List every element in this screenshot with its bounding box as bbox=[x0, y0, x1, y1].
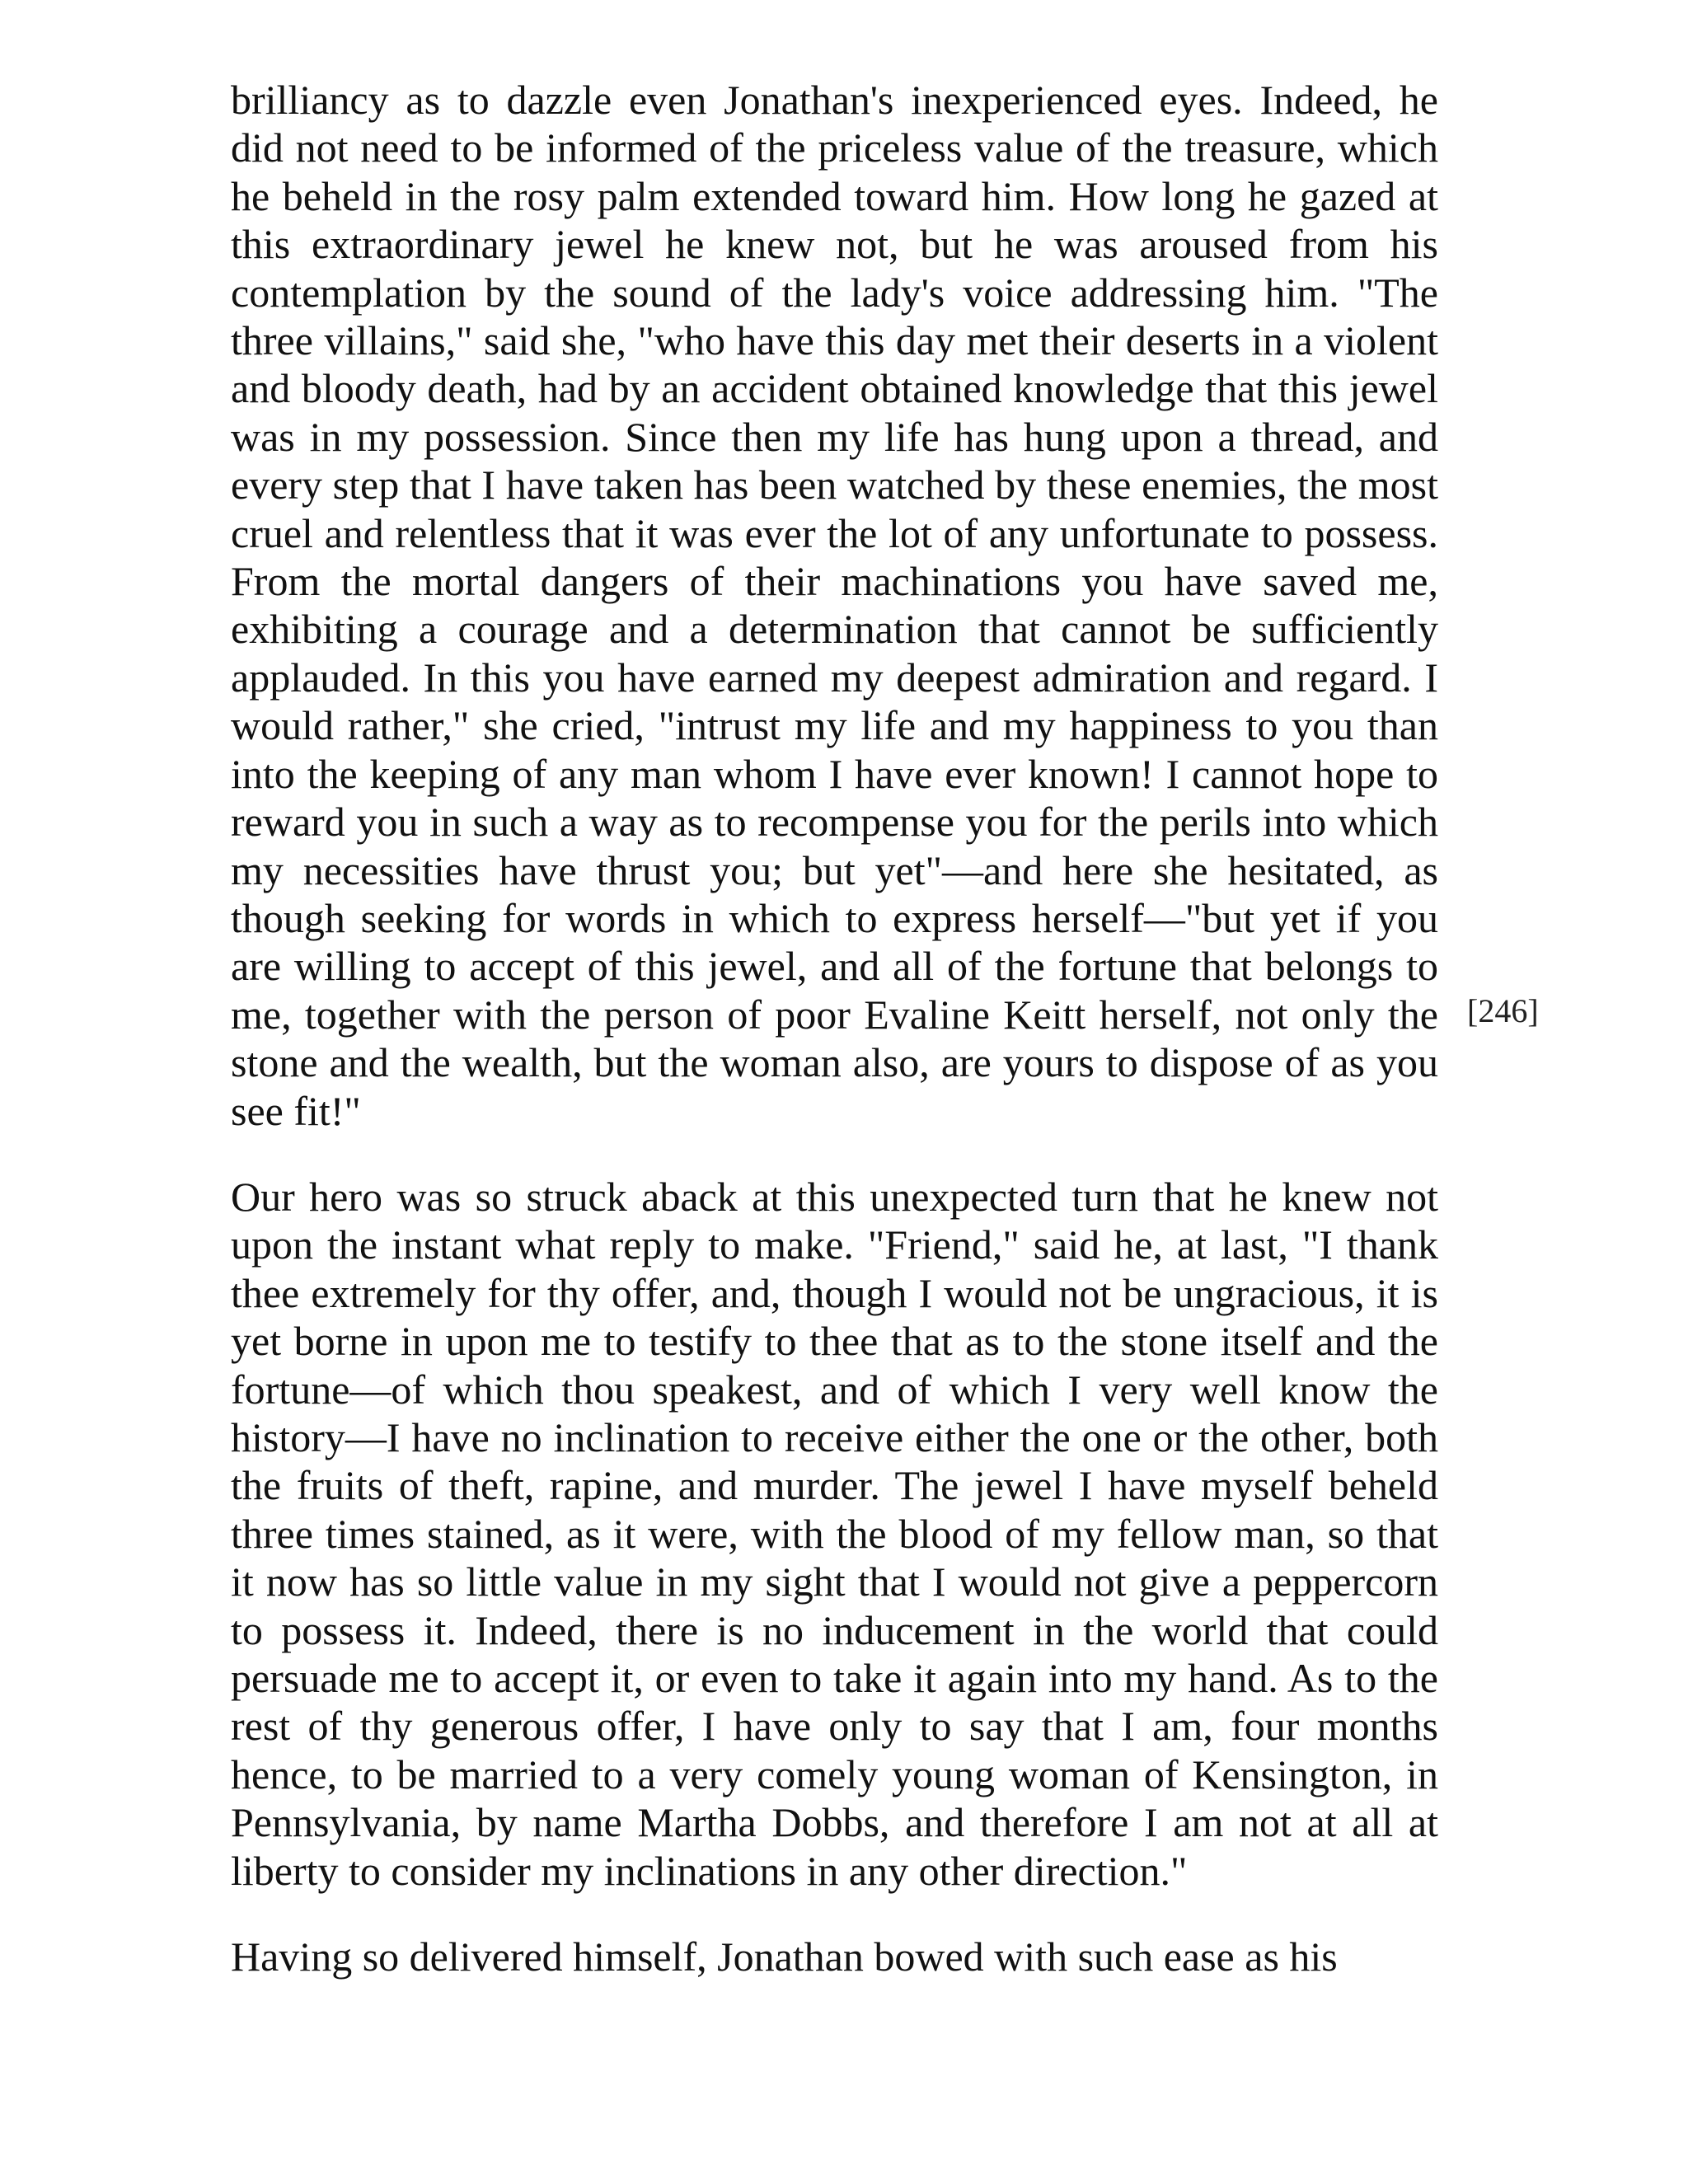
paragraph-jonathan-reply: Our hero was so struck aback at this unexpected turn that he knew not upon the instant what reply to make. "Friend," said he, at last, "I thank thee extremely for thy offer, and, though I would not be ungracious, it is yet borne in upon me to testify to thee that as to the stone itself and the fortune—of which thou speakest, and of which I very well know the history—I have no inclination to receive either the one or the other, both the fruits of theft, rapine, and murder. The jewel I have myself beheld three times stained, as it were, with the blood of my fellow man, so that it now has so little value in my sight that I would not give a peppercorn to possess it. Indeed, there is no inducement in the world that could persuade me to accept it, or even to take it again into my hand. As to the rest of thy generous offer, I have only to say that I am, four months hence, to be married to a very comely young woman of Kensington, in Pennsylvania, by name Martha Dobbs, and therefore I am not at all at liberty to consider my inclinations in any other direction." bbox=[231, 1173, 1438, 1894]
paragraph-jonathan-bows: Having so delivered himself, Jonathan bowed with such ease as his bbox=[231, 1933, 1338, 1980]
document-body bbox=[231, 76, 1438, 1980]
paragraph-evaline-offer: brilliancy as to dazzle even Jonathan's inexperienced eyes. Indeed, he did not need to be informed of the priceless value of the treasure, which he beheld in the rosy palm extended toward him. How long he gazed at this extraordinary jewel he knew not, but he was aroused from his contemplation by the sound of the lady's voice addressing him. "The three villains," said she, "who have this day met their deserts in a violent and bloody death, had by an accident obtained knowledge that this jewel was in my possession. Since then my life has hung upon a thread, and every step that I have taken has been watched by these enemies, the most cruel and relentless that it was ever the lot of any unfortunate to possess. From the mortal dangers of their machinations you have saved me, exhibiting a courage and a determination that cannot be sufficiently applauded. In this you have earned my deepest admiration and regard. I would rather," she cried, "intrust my life and my happiness to you than into the keeping of any man whom I have ever known! I cannot hope to reward you in such a way as to recompense you for the perils into which my necessities have thrust you; but yet"—and here she hesitated, as though seeking for words in which to express herself—"but yet if you are willing to accept of this jewel, and all of the fortune that belongs to me, together with the person of poor Evaline Keitt herself, not only the stone and the wealth, but the woman also, are yours to dispose of as you see fit!" bbox=[231, 77, 1438, 1134]
page-number-marker: [246] bbox=[1467, 992, 1539, 1029]
